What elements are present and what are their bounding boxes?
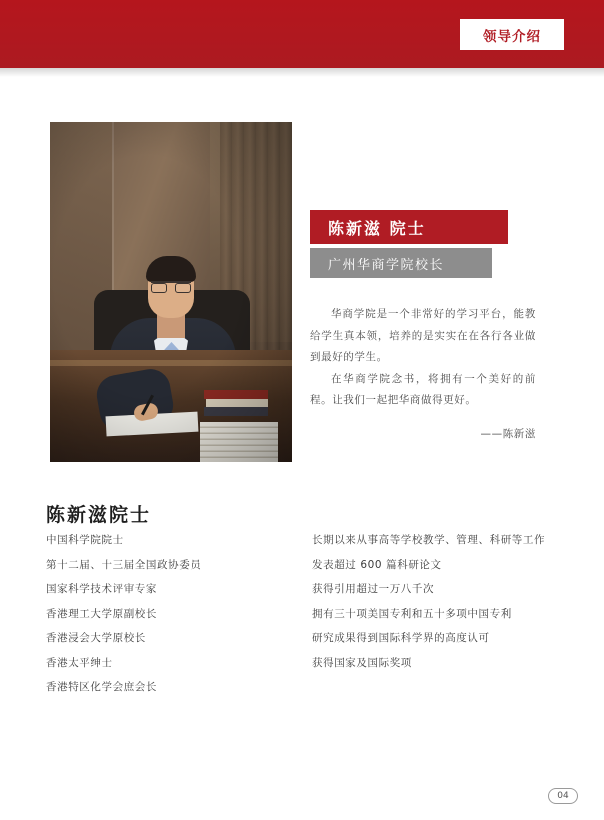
profile-quote-text <box>310 304 536 412</box>
bio-item: 香港浸会大学原校长 <box>46 632 146 644</box>
section-tab <box>460 19 564 50</box>
bio-item: 香港特区化学会庶会长 <box>46 681 157 693</box>
bio-item: 第十二届、十三届全国政协委员 <box>46 558 202 571</box>
bio-column-left <box>46 535 296 707</box>
portrait-photo <box>50 122 292 462</box>
bio-item: 发表超过 600 篇科研论文 <box>312 558 442 571</box>
section-tab-label: 领导介绍 <box>483 28 541 45</box>
bio-item: 长期以来从事高等学校教学、管理、科研等工作 <box>312 534 546 546</box>
quote-paragraph-2: 在华商学院念书，将拥有一个美好的前程。让我们一起把华商做得更好。 <box>310 372 536 407</box>
quote-signature: ——陈新滋 <box>480 427 536 440</box>
bio-item: 获得国家及国际奖项 <box>312 656 412 669</box>
profile-quote-block <box>310 210 556 441</box>
profile-title-bar <box>310 248 492 278</box>
bio-item: 拥有三十项美国专利和五十多项中国专利 <box>312 607 512 620</box>
profile-name: 陈新滋 院士 <box>328 218 426 238</box>
bio-item: 香港理工大学原副校长 <box>46 607 157 620</box>
photo-vignette <box>50 122 292 462</box>
page-number: 04 <box>548 788 578 804</box>
header-band-shadow <box>0 68 604 77</box>
bio-column-right <box>296 535 546 707</box>
quote-paragraph-1: 华商学院是一个非常好的学习平台，能教给学生真本领，培养的是实实在在各行各业做到最好的学生。 <box>310 308 536 364</box>
bio-columns <box>46 535 546 707</box>
bio-item: 获得引用超过一万八千次 <box>312 583 435 595</box>
bio-heading: 陈新滋院士 <box>46 504 152 526</box>
bio-item: 中国科学院院士 <box>46 534 124 546</box>
bio-item: 香港太平绅士 <box>46 656 113 669</box>
profile-title: 广州华商学院校长 <box>328 257 445 273</box>
header-band <box>0 0 604 68</box>
bio-item: 国家科学技术评审专家 <box>46 583 157 595</box>
profile-name-bar <box>310 210 508 244</box>
bio-item: 研究成果得到国际科学界的高度认可 <box>312 632 490 644</box>
